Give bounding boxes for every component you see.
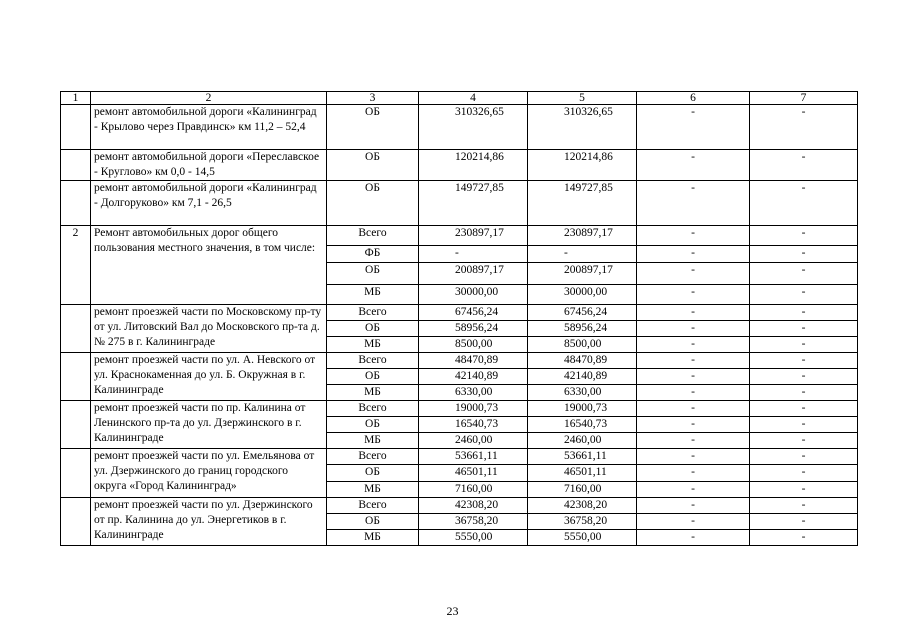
value-col-4: 36758,20 xyxy=(419,514,528,530)
item-number xyxy=(61,181,91,226)
value-col-6: - xyxy=(637,181,750,226)
table-row xyxy=(61,181,858,226)
funding-source: Всего xyxy=(327,226,419,246)
value-col-7: - xyxy=(750,337,858,353)
item-number xyxy=(61,401,91,449)
value-col-6: - xyxy=(637,433,750,449)
funding-source: МБ xyxy=(327,482,419,498)
value-col-5: 42140,89 xyxy=(528,369,637,385)
value-col-4: 2460,00 xyxy=(419,433,528,449)
funding-source: Всего xyxy=(327,305,419,321)
funding-source: ОБ xyxy=(327,263,419,285)
value-col-7: - xyxy=(750,530,858,546)
funding-source: Всего xyxy=(327,449,419,465)
table-row xyxy=(61,353,858,369)
value-col-5: 46501,11 xyxy=(528,465,637,482)
value-col-4: 46501,11 xyxy=(419,465,528,482)
item-number xyxy=(61,150,91,181)
value-col-4: 67456,24 xyxy=(419,305,528,321)
table-row xyxy=(61,105,858,150)
funding-source: ОБ xyxy=(327,369,419,385)
funding-source: Всего xyxy=(327,401,419,417)
value-col-6: - xyxy=(637,449,750,465)
value-col-5: 120214,86 xyxy=(528,150,637,181)
header-cell-3: 3 xyxy=(327,92,419,105)
value-col-7: - xyxy=(750,498,858,514)
item-number xyxy=(61,449,91,498)
value-col-6: - xyxy=(637,465,750,482)
value-col-5: 310326,65 xyxy=(528,105,637,150)
value-col-4: 48470,89 xyxy=(419,353,528,369)
item-name: ремонт проезжей части по ул. А. Невского от ул. Краснокаменная до ул. Б. Окружная в г. Калининграде xyxy=(91,353,327,401)
value-col-4: - xyxy=(419,246,528,263)
header-cell-4: 4 xyxy=(419,92,528,105)
value-col-7: - xyxy=(750,226,858,246)
item-name: ремонт проезжей части по Московскому пр-ту от ул. Литовский Вал до Московского пр-та д. № 275 в г. Калининграде xyxy=(91,305,327,353)
table-row xyxy=(61,401,858,417)
value-col-6: - xyxy=(637,401,750,417)
header-row xyxy=(61,92,858,105)
header-cell-1: 1 xyxy=(61,92,91,105)
value-col-5: 200897,17 xyxy=(528,263,637,285)
value-col-6: - xyxy=(637,385,750,401)
funding-source: ОБ xyxy=(327,417,419,433)
item-name: ремонт автомобильной дороги «Калининград - Крылово через Правдинск» км 11,2 – 52,4 xyxy=(91,105,327,150)
value-col-7: - xyxy=(750,181,858,226)
value-col-6: - xyxy=(637,498,750,514)
funding-source: ОБ xyxy=(327,514,419,530)
value-col-6: - xyxy=(637,105,750,150)
value-col-4: 120214,86 xyxy=(419,150,528,181)
value-col-4: 42308,20 xyxy=(419,498,528,514)
header-cell-6: 6 xyxy=(637,92,750,105)
value-col-5: 36758,20 xyxy=(528,514,637,530)
item-number xyxy=(61,498,91,546)
item-name: ремонт проезжей части по ул. Емельянова от ул. Дзержинского до границ городского округа «Город Калининград» xyxy=(91,449,327,498)
value-col-6: - xyxy=(637,530,750,546)
value-col-6: - xyxy=(637,305,750,321)
funding-source: ОБ xyxy=(327,321,419,337)
value-col-4: 200897,17 xyxy=(419,263,528,285)
value-col-7: - xyxy=(750,433,858,449)
value-col-5: 19000,73 xyxy=(528,401,637,417)
page-number: 23 xyxy=(446,604,459,618)
funding-source: ФБ xyxy=(327,246,419,263)
value-col-5: 58956,24 xyxy=(528,321,637,337)
table-row xyxy=(61,305,858,321)
value-col-4: 30000,00 xyxy=(419,285,528,305)
header-cell-5: 5 xyxy=(528,92,637,105)
value-col-7: - xyxy=(750,369,858,385)
value-col-7: - xyxy=(750,353,858,369)
table-row xyxy=(61,226,858,246)
value-col-6: - xyxy=(637,285,750,305)
header-cell-7: 7 xyxy=(750,92,858,105)
value-col-4: 5550,00 xyxy=(419,530,528,546)
value-col-7: - xyxy=(750,465,858,482)
value-col-7: - xyxy=(750,321,858,337)
funding-source: ОБ xyxy=(327,465,419,482)
item-number xyxy=(61,105,91,150)
value-col-4: 16540,73 xyxy=(419,417,528,433)
budget-table xyxy=(60,91,858,546)
funding-source: МБ xyxy=(327,285,419,305)
value-col-5: 30000,00 xyxy=(528,285,637,305)
value-col-5: 48470,89 xyxy=(528,353,637,369)
funding-source: ОБ xyxy=(327,105,419,150)
item-name: ремонт автомобильной дороги «Калининград - Долгоруково» км 7,1 - 26,5 xyxy=(91,181,327,226)
funding-source: Всего xyxy=(327,353,419,369)
funding-source: Всего xyxy=(327,498,419,514)
item-number: 2 xyxy=(61,226,91,305)
value-col-5: 6330,00 xyxy=(528,385,637,401)
item-number xyxy=(61,353,91,401)
value-col-7: - xyxy=(750,482,858,498)
value-col-4: 7160,00 xyxy=(419,482,528,498)
funding-source: МБ xyxy=(327,433,419,449)
value-col-4: 230897,17 xyxy=(419,226,528,246)
value-col-7: - xyxy=(750,385,858,401)
funding-source: МБ xyxy=(327,385,419,401)
value-col-4: 53661,11 xyxy=(419,449,528,465)
value-col-6: - xyxy=(637,482,750,498)
value-col-7: - xyxy=(750,150,858,181)
value-col-6: - xyxy=(637,150,750,181)
value-col-4: 8500,00 xyxy=(419,337,528,353)
value-col-4: 310326,65 xyxy=(419,105,528,150)
value-col-7: - xyxy=(750,417,858,433)
value-col-5: - xyxy=(528,246,637,263)
header-cell-2: 2 xyxy=(91,92,327,105)
value-col-6: - xyxy=(637,369,750,385)
value-col-5: 5550,00 xyxy=(528,530,637,546)
table-row xyxy=(61,498,858,514)
value-col-6: - xyxy=(637,337,750,353)
value-col-6: - xyxy=(637,417,750,433)
value-col-7: - xyxy=(750,401,858,417)
item-name: Ремонт автомобильных дорог общего пользования местного значения, в том числе: xyxy=(91,226,327,305)
value-col-5: 7160,00 xyxy=(528,482,637,498)
value-col-7: - xyxy=(750,449,858,465)
value-col-7: - xyxy=(750,246,858,263)
value-col-5: 149727,85 xyxy=(528,181,637,226)
value-col-5: 67456,24 xyxy=(528,305,637,321)
item-number xyxy=(61,305,91,353)
value-col-6: - xyxy=(637,353,750,369)
value-col-7: - xyxy=(750,285,858,305)
value-col-6: - xyxy=(637,226,750,246)
item-name: ремонт проезжей части по ул. Дзержинского от пр. Калинина до ул. Энергетиков в г. Калининграде xyxy=(91,498,327,546)
item-name: ремонт проезжей части по пр. Калинина от Ленинского пр-та до ул. Дзержинского в г. Калининграде xyxy=(91,401,327,449)
table-row xyxy=(61,150,858,181)
value-col-4: 42140,89 xyxy=(419,369,528,385)
value-col-4: 58956,24 xyxy=(419,321,528,337)
value-col-4: 6330,00 xyxy=(419,385,528,401)
value-col-5: 230897,17 xyxy=(528,226,637,246)
value-col-7: - xyxy=(750,305,858,321)
value-col-4: 19000,73 xyxy=(419,401,528,417)
value-col-5: 8500,00 xyxy=(528,337,637,353)
value-col-4: 149727,85 xyxy=(419,181,528,226)
funding-source: ОБ xyxy=(327,181,419,226)
value-col-6: - xyxy=(637,263,750,285)
value-col-7: - xyxy=(750,105,858,150)
value-col-5: 53661,11 xyxy=(528,449,637,465)
funding-source: МБ xyxy=(327,337,419,353)
item-name: ремонт автомобильной дороги «Переславское - Круглово» км 0,0 - 14,5 xyxy=(91,150,327,181)
value-col-7: - xyxy=(750,514,858,530)
value-col-5: 16540,73 xyxy=(528,417,637,433)
value-col-6: - xyxy=(637,246,750,263)
funding-source: МБ xyxy=(327,530,419,546)
value-col-6: - xyxy=(637,321,750,337)
value-col-5: 2460,00 xyxy=(528,433,637,449)
value-col-5: 42308,20 xyxy=(528,498,637,514)
table-row xyxy=(61,449,858,465)
funding-source: ОБ xyxy=(327,150,419,181)
value-col-6: - xyxy=(637,514,750,530)
value-col-7: - xyxy=(750,263,858,285)
